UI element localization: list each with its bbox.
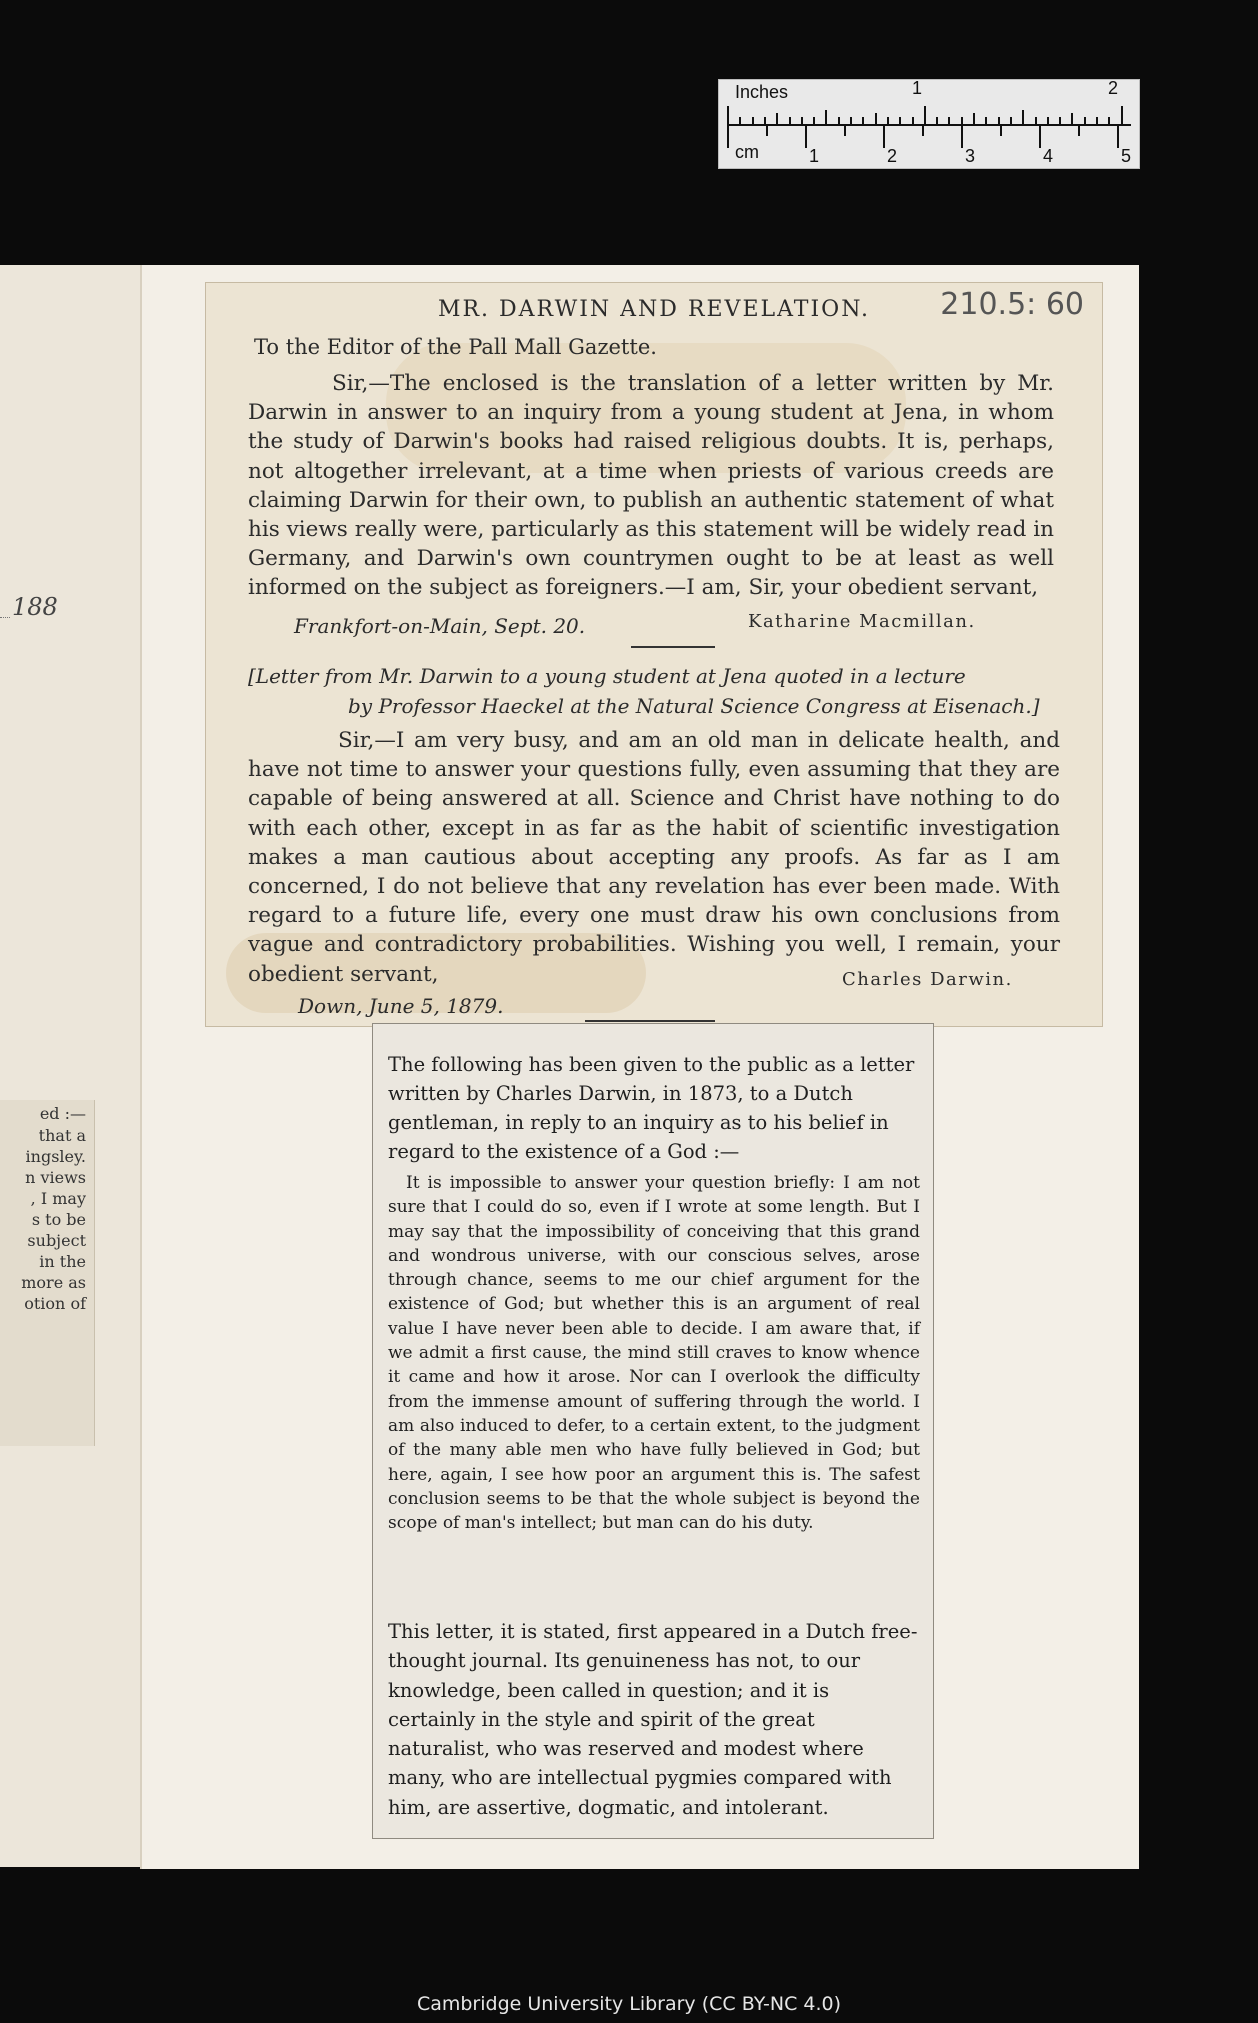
place-date: Frankfort-on-Main, Sept. 20. [294,614,586,638]
ruler-cm-tick [805,126,807,148]
ruler-inch-tick [739,117,741,124]
letter-intro-line: by Professor Haeckel at the Natural Science Congress at Eisenach.] [348,694,1040,718]
salutation-line: To the Editor of the Pall Mall Gazette. [254,335,657,359]
ruler-inch-tick [1121,106,1123,124]
pall-mall-clipping [205,282,1103,1027]
ruler-inch-tick [1022,110,1024,124]
ruler-inch-tick [961,117,963,124]
page-dotted-leader [0,617,10,618]
ruler-inch-tick [825,110,827,124]
divider-rule [585,1020,715,1022]
scale-ruler [718,79,1140,169]
letter-place-date: Down, June 5, 1879. [298,994,504,1018]
ruler-cm-tick [1000,126,1002,136]
reference-number: 210.5: 60 [940,287,1084,322]
ruler-cm-tick [883,126,885,148]
ruler-inch-tick [1035,117,1037,124]
page-number: 188 [12,593,58,621]
fragment-line: more as [21,1273,86,1292]
ruler-inch-tick [887,117,889,124]
fragment-line: otion of [24,1294,86,1313]
ruler-inch-tick [813,117,815,124]
ruler-cm-tick [1117,126,1119,148]
ruler-inch-tick [1059,117,1061,124]
fragment-line: that a [38,1126,86,1145]
ruler-cm-tick [1078,126,1080,136]
ruler-inch-tick [850,117,852,124]
ruler-cm-tick [766,126,768,136]
ruler-cm-label: cm [735,142,759,162]
ruler-inch-tick [789,117,791,124]
ruler-inch-tick [764,117,766,124]
ruler-inch-tick [1096,117,1098,124]
ruler-center-line [727,124,1131,126]
ruler-cm-mark: 4 [1043,146,1054,166]
ruler-inch-tick [752,117,754,124]
fragment-line: , I may [30,1189,86,1208]
ruler-inch-tick [1071,113,1073,124]
darwin-letter-paragraph: Sir,—I am very busy, and am an old man in delicate health, and have not time to answer your questions fully, even assuming that they are capable of being answered at all. Science and Christ have nothing to do with each other, except in as far as the habit of scientific investigation makes a man cautious about accepting any proofs. As far as I am concerned, I do not believe that any revelation has ever been made. With regard to a future life, every one must draw his own conclusions from vague and contradictory probabilities. Wishing you well, I remain, your obedient servant, [248,728,1060,987]
signature: Katharine Macmillan. [748,611,976,632]
ruler-cm-tick [922,126,924,136]
ruler-cm-mark: 1 [809,146,820,166]
letter-intro [248,661,1068,721]
ruler-inch-tick [875,113,877,124]
editor-letter-paragraph: Sir,—The enclosed is the translation of a letter written by Mr. Darwin in answer to an inquiry from a young student at Jena, in whom the study of Darwin's books had raised religious doubts. It is, perhaps, not altogether irrelevant, at a time when priests of various creeds are claiming Darwin for their own, to publish an authentic statement of what his views really were, particularly as this statement will be widely read in Germany, and Darwin's own countrymen ought to be at least as well informed on the subject as foreigners.—I am, Sir, your obedient servant, [248,371,1054,601]
ruler-inch-tick [776,113,778,124]
ruler-inch-tick [912,117,914,124]
left-page [0,265,140,1867]
fragment-line: ingsley. [25,1147,86,1166]
fragment-line: subject [27,1231,86,1250]
ruler-inch-tick [985,117,987,124]
ruler-inch-mark: 1 [912,78,923,98]
ruler-inch-tick [1108,117,1110,124]
ruler-cm-mark: 3 [965,146,976,166]
ruler-inch-tick [1084,117,1086,124]
ruler-inch-tick [973,113,975,124]
lead-paragraph: The following has been given to the public as a letter written by Charles Darwin, in 1873, to a Dutch gentleman, in reply to an inquiry as to his belief in regard to the existence of a God :— [388,1053,915,1163]
clipping-title: MR. DARWIN AND REVELATION. [437,297,871,322]
ruler-cm-tick [727,126,729,148]
letter-signature: Charles Darwin. [842,969,1013,990]
ruler-cm-tick [844,126,846,136]
ruler-cm-tick [961,126,963,148]
ruler-inch-tick [899,117,901,124]
quoted-letter: It is impossible to answer your question briefly: I am not sure that I could do so, even if I wrote at some length. But I may say that the impossibility of conceiving that this grand and wondrous universe, with our conscious selves, arose through chance, seems to me our chief argument for the existence of God; but whether this is an argument of real value I have never been able to decide. I am aware that, if we admit a first cause, the mind still craves to know whence it came and how it arose. Nor can I overlook the difficulty from the immense amount of suffering through the world. I am also induced to defer, to a certain extent, to the judgment of the many able men who have fully believed in God; but here, again, I see how poor an argument this is. The safest conclusion seems to be that the whole subject is beyond the scope of man's intellect; but man can do his duty. [388,1173,920,1534]
fragment-line: s to be [31,1210,86,1229]
ruler-inch-tick [1047,117,1049,124]
ruler-inch-tick [948,117,950,124]
ruler-inch-mark: 2 [1108,78,1119,98]
ruler-inch-tick [801,117,803,124]
ruler-inches-label: Inches [735,82,789,102]
letter-intro-line: [Letter from Mr. Darwin to a young student at Jena quoted in a lecture [248,664,966,688]
ruler-inch-tick [998,117,1000,124]
ruler-cm-mark: 2 [887,146,898,166]
ruler-inch-tick [1010,117,1012,124]
ruler-cm-mark: 5 [1121,146,1132,166]
ruler-cm-tick [1039,126,1041,148]
fragment-line: in the [39,1252,86,1271]
dutch-letter-clipping [372,1023,934,1839]
divider-rule [631,646,715,648]
left-clipping-fragment [0,1100,95,1446]
ruler-inch-tick [727,106,729,124]
fragment-line: n views [25,1168,86,1187]
ruler-inch-tick [924,106,926,124]
closing-paragraph: This letter, it is stated, first appeared in a Dutch free-thought journal. Its genuineness has not, to our knowledge, been called in question; and it is certainly in the style and spirit of the great naturalist, who was reserved and modest where many, who are intellectual pygmies compared with him, are assertive, dogmatic, and intolerant. [388,1620,918,1819]
fragment-line: ed :— [39,1104,86,1123]
ruler-inch-tick [936,117,938,124]
ruler-inch-tick [862,117,864,124]
credit-footer: Cambridge University Library (CC BY-NC 4.0) [416,1993,842,2015]
ruler-inch-tick [838,117,840,124]
